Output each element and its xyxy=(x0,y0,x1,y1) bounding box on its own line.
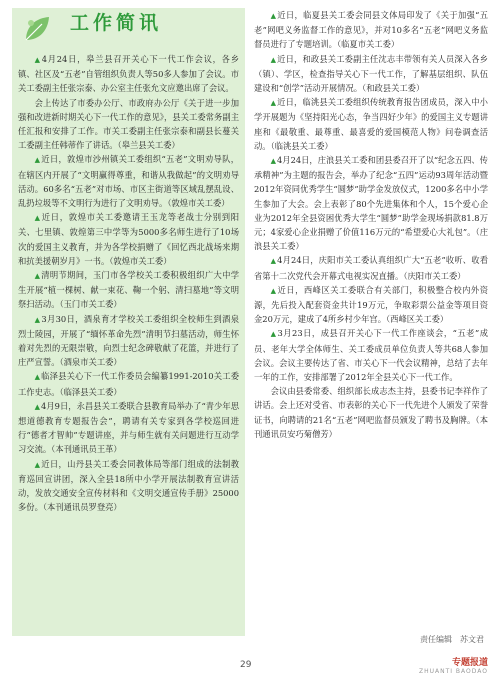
news-item xyxy=(254,95,488,153)
news-text: 近日，临洮县关工委组织传统教育报告团成员，深入中小学开展题为《坚持阳光心态，争当四好少年》的爱国主义专题讲座和《最敬重、最尊重、最喜爱的爱国模范人物》问卷调查活动。（临洮县关工委） xyxy=(254,97,488,151)
bullet-icon: ▲ xyxy=(270,12,277,20)
bullet-icon: ▲ xyxy=(34,214,41,223)
left-column xyxy=(12,8,245,636)
news-text: 4月9日，永昌县关工委联合县教育局举办了“青少年思想道德教育专题报告会”，聘请有关专家到各学校巡回进行“德者才智帅”专题讲座，并与师生就有关问题进行互动学习交流。（本刊通讯员王革） xyxy=(18,400,239,455)
news-item xyxy=(18,399,239,457)
news-text: 近日，敦煌市关工委邀请王玉龙等老战士分别到阳关、七里镇、敦煌第三中学等为5000多名师生进行了10场次的爱国主义教育，并为各学校捐赠了《回忆西北战场来期和抗美援朝岁月》一书。（敦煌市关工委） xyxy=(18,212,239,266)
news-item xyxy=(254,153,488,253)
news-text: 近日，和政县关工委副主任沈志丰带领有关人员深入各乡（镇）、学区，检查指导关心下一代工作，了解基层组织、队伍建设和“创学”活动开展情况。（和政县关工委） xyxy=(254,53,488,94)
bullet-icon: ▲ xyxy=(34,460,41,469)
news-item xyxy=(254,384,488,441)
bullet-icon: ▲ xyxy=(270,55,277,64)
bullet-icon: ▲ xyxy=(270,286,277,295)
news-item xyxy=(18,210,239,268)
news-text: 会上传达了市委办公厅、市政府办公厅《关于进一步加强和改进新时期关心下一代工作的意见》，县关工委常务副主任汇报和安排了工作。市关工委副主任张宗泰和副县长蔓关工委副主任韩蒂作了讲话。（皋兰县关工委） xyxy=(18,97,239,151)
page-number: 29 xyxy=(240,660,252,670)
section-label-cn: 专题报道 xyxy=(451,658,488,668)
news-text: 近日，西峰区关工委联合有关部门，积极整合校内外资源，先后投入配套资金共计19万元，争取彩票公益金等项目资金20万元，建成了4所乡村少年宫。（西峰区关工委） xyxy=(254,284,488,325)
news-item xyxy=(254,326,488,384)
right-column xyxy=(254,8,488,441)
news-text: 近日，敦煌市沙州镇关工委组织“五老”文明劝导队，在辖区内开展了“文明赢得尊重，和谐从我做起”的文明劝导活动。60多名“五老”对市场、市区主街道等区域乱摆乱设、乱扔垃圾等不文明行为进行了文明劝导。（敦煌市关工委） xyxy=(18,154,239,209)
page-title: 工作简讯 xyxy=(70,12,163,34)
bullet-icon: ▲ xyxy=(270,257,277,266)
bullet-icon: ▲ xyxy=(270,157,276,166)
news-item xyxy=(18,52,239,96)
bullet-icon: ▲ xyxy=(34,373,41,382)
news-item xyxy=(18,457,239,515)
bullet-icon: ▲ xyxy=(270,330,277,339)
news-item xyxy=(18,152,239,210)
leaf-icon xyxy=(22,14,52,44)
news-item xyxy=(18,369,239,398)
bullet-icon: ▲ xyxy=(34,315,41,324)
left-news-list xyxy=(18,52,239,515)
news-text: 4月24日，皋兰县召开关心下一代工作会议，各乡镇、社区及“五老”自管组织负责人等50多人参加了会议。市关工委副主任张宗泰、办公室主任张允文应邀出席了会议。 xyxy=(18,54,239,94)
section-label-en: ZHUANTI BAODAO xyxy=(418,668,488,675)
bullet-icon: ▲ xyxy=(34,272,41,281)
news-item xyxy=(18,96,239,153)
news-item xyxy=(254,253,488,282)
bullet-icon: ▲ xyxy=(270,99,277,108)
news-text: 近日，临夏县关工委会同县文体局印发了《关于加强“五老”网吧义务监督工作的意见》，并对10多名“五老”网吧义务监督员进行了专题培训。（临夏市关工委） xyxy=(254,10,489,50)
news-item xyxy=(254,52,488,96)
news-text: 近日，山丹县关工委会同教体局等部门组成的法制教育巡回宣讲团，深入全县18所中小学开展法制教育宣讲活动，发放交通安全宣传材料和《文明交通宣传手册》25000多份。（本刊通讯员罗登亮） xyxy=(18,458,239,513)
news-text: 3月30日，酒泉育才学校关工委组织全校师生到酒泉烈士陵园，开展了“缅怀革命先烈”清明节扫墓活动，师生怀着对先烈的无限崇敬，向烈士纪念碑敬献了花篮，并进行了庄严宣誓。（酒泉市关工委） xyxy=(18,313,239,368)
editor-credit: 责任编辑 苏文君 xyxy=(420,635,484,644)
bullet-icon: ▲ xyxy=(34,402,41,411)
news-text: 4月24日，庄浪县关工委和团县委召开了以“纪念五四、传承精神”为主题的报告会，举办了纪念“五四”运动93周年活动暨2012年资同优秀学生“圆梦”助学金发放仪式，1200多名中小学生参加了大会。会上表彰了80个先进集体和个人，15个爱心企业为2012年全县资困优秀大学生“圆梦”助学金现场捐款81.8万元；4家爱心企业捐赠了价值116万元的“希望爱心大礼包”。（庄浪县关工委） xyxy=(254,155,488,252)
news-item xyxy=(254,283,488,327)
news-text: 清明节期间，玉门市各学校关工委积极组织广大中学生开展“植一棵树、献一束花、鞠一个躬、清扫墓地”等文明祭扫活动。（玉门市关工委） xyxy=(18,270,239,310)
news-text: 会议由县委常委、组织部长成志杰主持，县委书记李祥作了讲话。会上还对受省、市表彰的关心下一代先进个人颁发了荣誉证书，向聘请的21名“五老”网吧监督员颁发了聘书及胸牌。（本刊通讯员安巧菊僧芳） xyxy=(254,386,488,439)
section-label xyxy=(419,655,488,675)
header xyxy=(18,12,239,52)
news-text: 4月24日，庆阳市关工委认真组织广大“五老”收听、收看省第十二次党代会开幕式电视实况直播。（庆阳市关工委） xyxy=(254,255,488,281)
news-text: 3月23日，成县召开关心下一代工作座谈会，“五老”成员、老年大学全体师生、关工委成员单位负责人等共68人参加会议。会议主要传达了省、市关心下一代会议精神，总结了去年一年的工作，安排部署了2012年全县关心下一代工作。 xyxy=(254,328,488,383)
news-item xyxy=(18,312,239,370)
bullet-icon: ▲ xyxy=(34,56,41,64)
news-text: 临泽县关心下一代工作委员会编纂1991-2010关工委工作史志。（临泽县关工委） xyxy=(18,371,239,397)
news-item xyxy=(254,8,488,52)
bullet-icon: ▲ xyxy=(34,156,41,165)
news-item xyxy=(18,268,239,312)
right-news-list xyxy=(254,8,488,441)
